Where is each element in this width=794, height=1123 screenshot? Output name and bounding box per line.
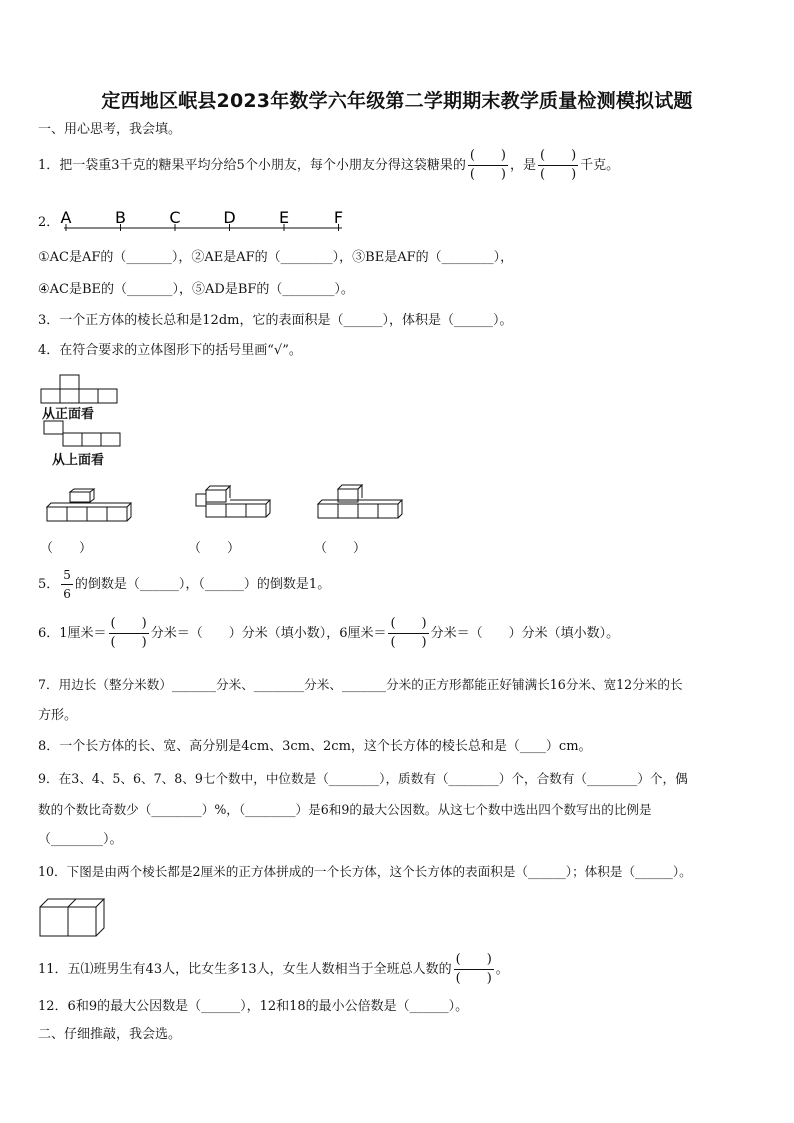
section-1-heading: 一、用心思考，我会填。 [38, 122, 182, 137]
question-2-line-1: ①AC是AF的（_______），②AE是AF的（________），③BE是AF的（________）， [38, 250, 514, 265]
question-12: 12．6和9的最大公因数是（______），12和18的最小公倍数是（______）。 [38, 999, 469, 1014]
option-figure-b [194, 484, 284, 522]
question-9-line-1: 9．在3、4、5、6、7、8、9七个数中，中位数是（________），质数有（________）个，合数有（________）个，偶 [38, 771, 688, 786]
fraction-blank: $\frac{( )}{( )}$ [390, 616, 427, 650]
point-label-c: C [169, 208, 181, 227]
fraction-blank: $\frac{( )}{( )}$ [455, 952, 492, 986]
top-view-label: 从上面看 [52, 453, 105, 468]
answer-paren-c: （ ） [314, 541, 367, 556]
section-2-heading: 二、仔细推敲，我会选。 [38, 1027, 182, 1042]
page-title: 定西地区岷县2023年数学六年级第二学期期末教学质量检测模拟试题 [101, 90, 693, 112]
question-5: 5． $\frac{5}{6}$ 的倒数是（______），（______）的倒数是1。 [38, 568, 331, 601]
question-3: 3．一个正方体的棱长总和是12dm，它的表面积是（______），体积是（______）。 [38, 313, 513, 328]
top-view-figure [43, 420, 133, 450]
question-2-line-2: ④AC是BE的（_______），⑤AD是BF的（________）。 [38, 282, 354, 297]
question-11: 11．五⑴班男生有43人，比女生多13人，女生人数相当于全班总人数的 $\frac{( )}{( )}$ 。 [38, 952, 509, 986]
point-label-f: F [333, 208, 344, 227]
question-8: 8．一个长方体的长、宽、高分别是4cm、3cm、2cm，这个长方体的棱长总和是（____）cm。 [38, 739, 592, 754]
segment-diagram [58, 204, 358, 234]
question-7-line-1: 7．用边长（整分米数）_______分米、________分米、_______分米的正方形都能正好铺满长16分米、宽12分米的长 [38, 677, 683, 692]
point-label-b: B [115, 208, 126, 227]
front-view-label: 从正面看 [42, 407, 95, 422]
fraction-blank: $\frac{( )}{( )}$ [540, 148, 577, 182]
option-figure-a [42, 488, 142, 526]
point-label-a: A [60, 208, 72, 227]
question-9-line-3: （________）。 [38, 832, 123, 847]
fraction-blank: $\frac{( )}{( )}$ [110, 616, 147, 650]
question-7-line-2: 方形。 [38, 708, 78, 723]
fraction-blank: $\frac{( )}{( )}$ [469, 148, 506, 182]
fraction-five-sixths: $\frac{5}{6}$ [63, 568, 71, 601]
question-2-label: 2． [38, 215, 60, 230]
question-6: 6．1厘米＝ $\frac{( )}{( )}$ 分米＝（ ）分米（填小数），6厘米＝ $\frac{( )}{( )}$ 分米＝（ ）分米（填小数）。 [38, 616, 620, 650]
point-label-d: D [223, 208, 236, 227]
point-label-e: E [278, 208, 290, 227]
question-4: 4．在符合要求的立体图形下的括号里画“√”。 [38, 343, 302, 358]
answer-paren-b: （ ） [188, 541, 241, 556]
question-1: 1．把一袋重3千克的糖果平均分给5个小朋友，每个小朋友分得这袋糖果的 $\frac{( )}{( )}$ ，是 $\frac{( )}{( )}$ 千克。 [38, 148, 620, 182]
cuboid-figure [38, 897, 110, 939]
question-9-line-2: 数的个数比奇数少（________）%，（________）是6和9的最大公因数。从这七个数中选出四个数写出的比例是 [38, 802, 652, 817]
option-figure-c [316, 484, 408, 522]
answer-paren-a: （ ） [40, 541, 93, 556]
question-10: 10．下图是由两个棱长都是2厘米的正方体拼成的一个长方体，这个长方体的表面积是（______）；体积是（______）。 [38, 864, 692, 879]
